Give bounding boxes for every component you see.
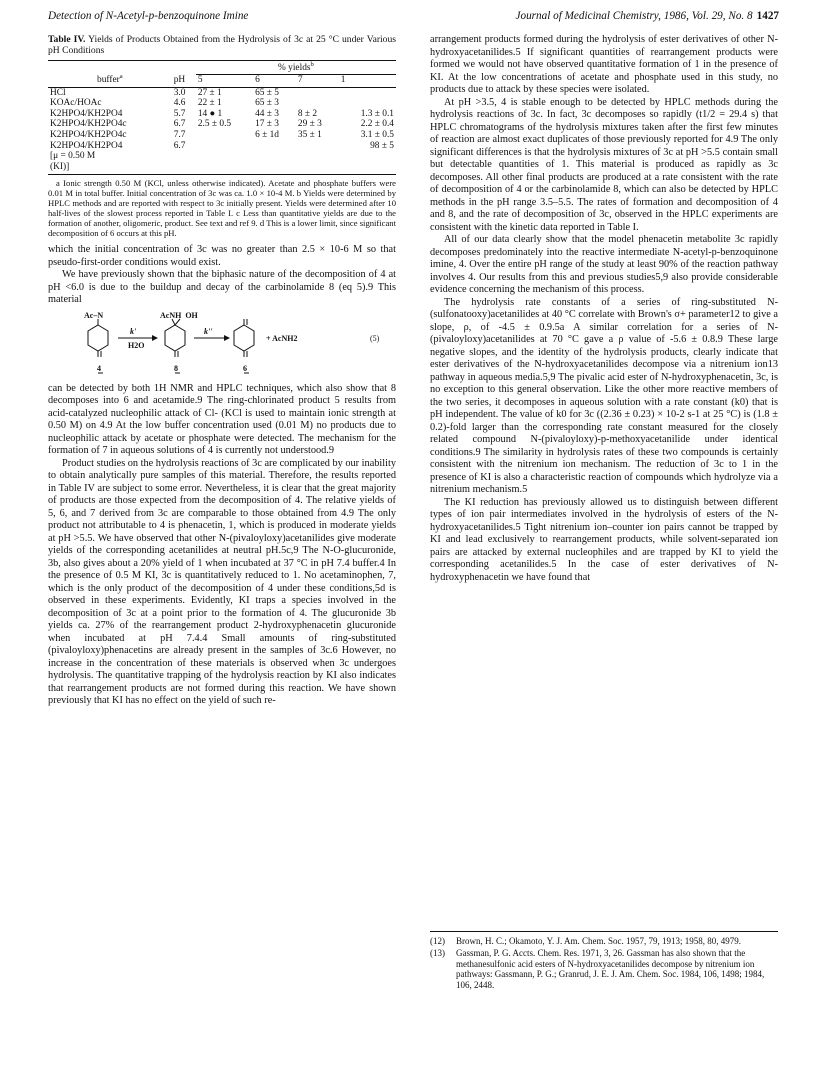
cell-ph: 5.7 [173, 108, 186, 119]
cell-c6: 17 ± 3 [255, 119, 279, 130]
cell-c6 [253, 151, 296, 162]
cell-ph: 6.7 [173, 140, 186, 151]
page-number: 1427 [756, 10, 779, 22]
left-paragraph-3: can be detected by both 1H NMR and HPLC techniques, which also show that 8 decomposes into 6 and acetamide.9 The ring-chlorinated product 5 results from acid-catalyzed nucleophilic attack of Cl- (KCl is used to maintain ionic strength at 0.50 M) on 4.9 At the low buffer concentration used (0.01 M) no products due to nucleophilic attack by acetate or phosphate were detected. The mechanism for the formation of 7 in aqueous solutions of 4 is currently not understood.9 [48, 382, 396, 457]
reference-number: (12) [430, 936, 445, 946]
cell-c1: 3.1 ± 0.5 [360, 129, 394, 140]
label-k1: k' [130, 326, 137, 336]
table-row [48, 141, 396, 152]
right-paragraph-1: arrangement products formed during the hydrolysis of ester derivatives of other N-hydroxyacetanilides.5 If significant quantities of rearrangement products were formed we would not have observed quantitative formation of 1 in the presence of KI. At the low concentrations of acetate and phosphate used in this study, no products due to attack by these species were isolated. [430, 34, 778, 95]
table-footnote: a Ionic strength 0.50 M (KCl, unless otherwise indicated). Acetate and phosphate buffers were 0.01 M in total buffer. Initial concentration of 3c was ca. 1.0 × 10-4 M. b Yields were determined by HPLC methods and are reported with respect to 3c initially present. Yields were determined after 10 half-lives of the slowest process reported in Table I. c Less than quantitative yields are due to the formation of another, oligomeric, product. See text and ref 9. d This is a lower limit, since significant decomposition of 6 occurs at this pH. [48, 178, 396, 239]
label-k2: k'' [204, 326, 213, 336]
cell-buffer: K2HPO4/KH2PO4c [50, 129, 127, 140]
col-1: 1 [339, 75, 396, 88]
cell-c7 [296, 98, 339, 109]
cell-c7 [296, 162, 339, 175]
cell-c5 [196, 162, 253, 175]
cell-c7 [296, 87, 339, 98]
col-5: 5 [196, 75, 253, 88]
left-paragraph-1: which the initial concentration of 3c was no greater than 2.5 × 10-6 M so that pseudo-first-order conditions would exist. [48, 244, 396, 268]
reference-text: Gassman, P. G. Accts. Chem. Res. 1971, 3, 26. Gassman has also shown that the methanesulfonic acid esters of N-hydroxyacetanilides decompose by nitrenium ion pathways: Gassmann, P. G.; Granrud, J. E. J. Am. Chem. Soc. 1984, 106, 1498; 1984, 106, 2448. [456, 948, 765, 990]
cell-c1: 1.3 ± 0.1 [360, 108, 394, 119]
col-ph: pH [172, 75, 196, 88]
scheme-drawing [48, 311, 396, 377]
left-column [48, 34, 396, 708]
reference-item [430, 936, 778, 946]
cell-c7: 35 ± 1 [297, 129, 322, 140]
cell-ph: 3.0 [173, 87, 186, 98]
col-7: 7 [296, 75, 339, 88]
cell-ph [172, 151, 196, 162]
ring-4-icon [88, 325, 108, 351]
cell-c1: 2.2 ± 0.4 [360, 119, 394, 130]
cell-buffer: KOAc/HOAc [50, 98, 102, 109]
pct-yields-header: % yields$^b$ [196, 63, 396, 74]
cell-c7: 29 ± 3 [297, 119, 322, 130]
label-acn: Ac–N [84, 310, 104, 320]
right-paragraph-5: The KI reduction has previously allowed us to distinguish between different types of ion pair intermediates involved in the hydrolysis of esters of the N-hydroxyacetanilides.5 Tight nitrenium ion–counter ion pairs cannot be trapped by KI and lead exclusively to rearrangement products, while solvent-separated ion pairs are attacked by external nucleophiles and are trapped by KI to yield the corresponding acetanilides.5 In the case of ester derivatives of N-hydroxyphenacetin we have found that [430, 496, 778, 583]
cell-buffer: K2HPO4/KH2PO4 [50, 140, 123, 151]
header-title: Detection of N-Acetyl-p-benzoquinone Imine [48, 10, 249, 22]
reference-number: (13) [430, 948, 445, 959]
equation-number: (5) [370, 333, 380, 343]
cell-c6 [253, 162, 296, 175]
cell-c5 [196, 130, 253, 141]
right-paragraph-4: The hydrolysis rate constants of a series of ring-substituted N-(sulfonatooxy)acetanilides at 40 °C correlate with Brown's σ+ parameter12 to give a slope, ρ, of -4.5 ± 0.9.5a A similar correlation for a series of N-(pivaloyloxy)acetanilides at 70 °C gave a ρ value of -5.6 ± 0.8.9 These large negative slopes, and the identity of the hydrolysis products, clearly indicate that ester derivatives of the N-hydroxyacetanilides decompose via a nitrenium ion13 pathway in aqueous media.5,9 The pivalic acid ester of N-hydroxyphenacetin, 3c, is no exception to this general observation. Like the other more reactive members of the two series, it decomposes in aqueous solution with a rate constant (k0) that is pH independent. The value of k0 for 3c ((2.36 ± 0.23) × 10-2 s-1 at 25 °C) is (1.8 ± 0.2)-fold larger than the corresponding rate constant measured for the closely related compound N-(pivaloyloxy)-p-methoxyacetanilide under identical conditions.9 The similarity in hydrolysis rates of these two compounds is certainly consistent with the nitrenium ion mechanism. The reduction of 3c to 1 in the presence of KI is also a characteristic reaction of compounds which hydrolyze via a nitrenium mechanism.5 [430, 296, 778, 495]
left-paragraph-2: We have previously shown that the biphasic nature of the decomposition of 4 at pH <6.0 is due to the buildup and decay of the carbinolamide 8 (eq 5).9 This material [48, 269, 396, 306]
reaction-scheme [48, 311, 396, 377]
cell-ph: 7.7 [173, 129, 186, 140]
cell-c5: 22 ± 1 [197, 98, 222, 109]
table-row [48, 109, 396, 120]
cell-c5: 14 ● 1 [197, 108, 223, 119]
reference-item [430, 948, 778, 990]
col-6: 6 [253, 75, 296, 88]
cell-c6: 6 ± 1d [255, 129, 279, 140]
running-header [48, 10, 779, 26]
cell-c5: 2.5 ± 0.5 [197, 119, 232, 130]
cell-c1: 98 ± 5 [370, 140, 394, 151]
ring-8-icon [165, 325, 185, 351]
right-paragraph-2: At pH >3.5, 4 is stable enough to be detected by HPLC methods during the hydrolysis reactions of 3c. In fact, 3c decomposes so rapidly (t1/2 = 29.4 s) that HPLC chromatograms of the hydrolysis mixtures taken after the first few minutes of reaction are almost exact duplicates of those previously reported for 4.9 The only significant differences is that the hydrolysis mixtures of 3c at pH >5.5 contain small but detectable quantities of 1. This material is produced as rapidly as 3c decomposes. All other final products are produced at a rate consistent with the rate of decomposition of 4 or the carbinolamide 8, which can also be detected by HPLC methods in the pH range 3.5–5.5. The rates of formation and decomposition of 4 and 8, and the rate of decomposition of 3c, observed in the HPLC experiments are consistent with the kinetic data reported in Table I. [430, 96, 778, 233]
label-acnh2: + AcNH2 [266, 333, 298, 343]
cell-c6: 44 ± 3 [255, 108, 279, 119]
cell-buffer: K2HPO4/KH2PO4c [50, 119, 127, 130]
right-paragraph-3: All of our data clearly show that the model phenacetin metabolite 3c rapidly decomposes predominately into the reactive intermediate N-acetyl-p-benzoquinone imine, 4. Over the entire pH range of the study at least 90% of the reaction pathway involves 4. Our results from this and previous studies5,9 also provide considerable evidence concerning the mechanism of this process. [430, 234, 778, 295]
compound-4-label: 4 [97, 363, 101, 373]
cell-c1 [339, 162, 396, 175]
references [430, 931, 778, 992]
cell-c6: 65 ± 3 [255, 98, 279, 109]
cell-c5: 27 ± 1 [197, 87, 222, 98]
right-column [430, 34, 778, 584]
cell-c6 [253, 141, 296, 152]
cell-ph: 6.7 [173, 119, 186, 130]
cell-c1 [339, 87, 396, 98]
ring-6-icon [234, 325, 254, 351]
yields-table [48, 60, 396, 175]
cell-c5 [196, 141, 253, 152]
table-row [48, 130, 396, 141]
cell-c1 [339, 98, 396, 109]
cell-c7: 8 ± 2 [297, 108, 318, 119]
table-caption: Table IV. Yields of Products Obtained from the Hydrolysis of 3c at 25 °C under Various pH Conditions [48, 34, 397, 57]
table-row [48, 151, 396, 162]
cell-buffer: HCl [50, 87, 66, 98]
left-paragraph-4: Product studies on the hydrolysis reactions of 3c are complicated by our inability to obtain analytically pure samples of this material. Therefore, the results reported in Table IV are subject to some error. Nevertheless, it is clear that the great majority of products are those expected from the decomposition of 4. The relative yields of 5, 6, and 7 derived from 3c are comparable to those obtained from 4.9 The only product not attributable to 4 is phenacetin, 1, which is produced in moderate yields at pH >5.5. We have observed that other N-(pivaloyloxy)acetanilides give moderate yields of the corresponding acetanilides at neutral pH.5c,9 The N-O-glucuronide, 3b, also gives about a 20% yield of 1 when incubated at 37 °C in pH 7.4 buffer.4 In the presence of 0.5 M KI, 3c is quantitatively reduced to 1. No acetaminophen, 7, which is the only product of the decomposition of 4 under these conditions,5d is observed in these experiments. Evidently, KI traps a species involved in the decomposition of 3c at a point prior to the formation of 4. The glucuronide 3b yields ca. 27% of the rearrangement product 2-hydroxyphenacetin glucuronide when incubated at pH 7.4.4 Small amounts of ring-substituted (pivaloyloxy)phenacetins are already present in the samples of 3c.6 However, no increase in the concentration of these materials is observed when 3c undergoes hydrolysis. The quantitative trapping of the hydrolysis reaction by KI also indicates that rearrangement products are not formed during this reaction. We have shown previously that KI has no effect on the yield of such re- [48, 457, 397, 707]
cell-ph [172, 162, 196, 175]
reference-text: Brown, H. C.; Okamoto, Y. J. Am. Chem. Soc. 1957, 79, 1913; 1958, 80, 4979. [456, 936, 742, 946]
col-buffer: buffer$^a$ [48, 75, 172, 88]
table-row [48, 98, 396, 109]
cell-c7 [296, 151, 339, 162]
label-h2o: H2O [128, 340, 145, 350]
cell-buffer: (KI)] [48, 162, 172, 175]
compound-6-label: 6 [243, 363, 247, 373]
cell-c5 [196, 151, 253, 162]
table-row [48, 87, 396, 98]
table-row [48, 119, 396, 130]
cell-buffer: [μ = 0.50 M [50, 151, 96, 162]
compound-8-label: 8 [174, 363, 178, 373]
header-journal: Journal of Medicinal Chemistry, 1986, Vol. 29, No. 8 1427 [515, 10, 779, 22]
table-row [48, 162, 396, 175]
cell-buffer: K2HPO4/KH2PO4 [50, 108, 123, 119]
cell-c7 [296, 141, 339, 152]
cell-c1 [339, 151, 396, 162]
cell-ph: 4.6 [173, 98, 186, 109]
label-acnh-oh: AcNH OH [160, 310, 198, 320]
cell-c6: 65 ± 5 [255, 87, 279, 98]
